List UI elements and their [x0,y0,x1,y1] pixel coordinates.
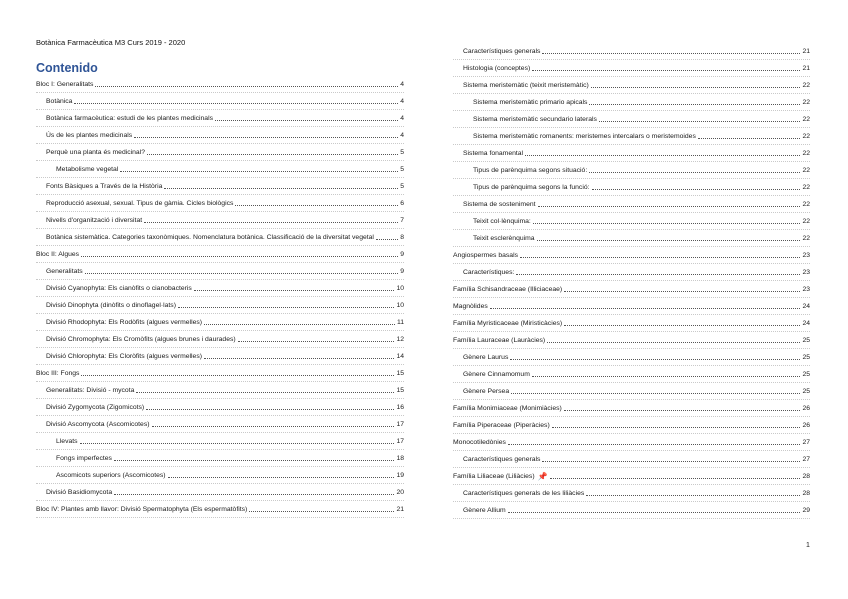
toc-entry-title: Gènere Allium [463,507,506,514]
toc-entry[interactable] [36,421,404,433]
toc-entry-page: 9 [400,268,404,275]
toc-entry-page: 23 [802,286,810,293]
toc-entry-page: 17 [396,421,404,428]
toc-entry-title: Magnòlides [453,303,488,310]
toc-entry[interactable] [453,235,810,247]
dot-leader [74,103,398,104]
toc-entry-title: Metabolisme vegetal [56,166,119,173]
toc-entry-title: Ús de les plantes medicinals [46,132,133,139]
dot-leader [204,324,395,325]
toc-entry-page: 18 [396,455,404,462]
toc-entry[interactable] [36,200,404,212]
dot-leader [592,189,801,190]
toc-entry-title: Família Schisandraceae (Illiciaceae) [453,286,563,293]
dot-leader [81,375,394,376]
toc-entry-title: Bloc II: Algues [36,251,80,258]
dot-leader [538,206,801,207]
dot-leader [215,120,398,121]
toc-entry-title: Família Lauraceae (Lauràcies) [453,337,546,344]
toc-entry[interactable] [36,506,404,518]
toc-entry-title: Divisió Zygomycota (Zigomicots) [46,404,145,411]
toc-entry[interactable] [453,252,810,264]
toc-entry-page: 22 [802,201,810,208]
toc-entry-page: 6 [400,200,404,207]
toc-entry-page: 4 [400,115,404,122]
toc-entry-page: 4 [400,81,404,88]
toc-entry-page: 25 [802,371,810,378]
toc-entry[interactable] [453,303,810,315]
toc-entry[interactable] [36,149,404,161]
toc-entry[interactable] [453,405,810,417]
dot-leader [564,325,800,326]
toc-entry-page: 7 [400,217,404,224]
toc-entry-title: Sistema meristemàtic secundario laterals [473,116,597,123]
toc-entry-title: Tipus de parènquima segons situació: [473,167,588,174]
toc-entry[interactable] [36,455,404,467]
toc-entry-page: 23 [802,252,810,259]
dot-leader [81,256,398,257]
toc-entry-page: 22 [802,184,810,191]
toc-entry-title: Fonts Bàsiques a Través de la Història [46,183,163,190]
toc-entry-title: Gènere Cinnamomum [463,371,530,378]
toc-entry-page: 11 [396,319,404,326]
dot-leader [542,53,800,54]
dot-leader [235,205,398,206]
toc-entry[interactable] [453,490,810,502]
dot-leader [114,494,394,495]
toc-entry-page: 10 [396,285,404,292]
toc-entry[interactable] [36,404,404,416]
toc-entry[interactable] [36,353,404,365]
toc-entry-page: 5 [400,166,404,173]
dot-leader [376,239,398,240]
dot-leader [146,409,394,410]
toc-entry-page: 29 [802,507,810,514]
dot-leader [144,222,398,223]
toc-entry-page: 28 [802,490,810,497]
dot-leader [698,138,801,139]
toc-entry-page: 22 [802,235,810,242]
toc-entry-page: 4 [400,132,404,139]
toc-entry-page: 21 [396,506,404,513]
dot-leader [589,104,800,105]
toc-entry[interactable] [453,337,810,349]
dot-leader [238,341,395,342]
toc-entry-page: 22 [802,167,810,174]
page-number: 1 [806,542,810,549]
toc-entry-page: 26 [802,405,810,412]
toc-entry[interactable] [36,472,404,484]
dot-leader [114,460,395,461]
toc-entry[interactable] [36,489,404,501]
toc-entry-title: Característiques: [463,269,515,276]
dot-leader [194,290,395,291]
toc-entry-page: 22 [802,116,810,123]
toc-entry-page: 22 [802,150,810,157]
dot-leader [249,511,394,512]
dot-leader [525,155,800,156]
dot-leader [95,86,398,87]
pin-icon: 📌 [537,472,548,481]
dot-leader [516,274,800,275]
toc-entry-title: Sistema meristemàtic (teixit meristemàtic) [463,82,589,89]
toc-entry-title: Divisió Cyanophyta: Els cianòfits o cianobacteris [46,285,192,292]
dot-leader [599,121,801,122]
toc-entry-title: Divisió Dinophyta (dinòfits o dinoflagel·lats) [46,302,176,309]
toc-entry-title: Sistema de sosteniment [463,201,536,208]
toc-entry[interactable] [453,473,810,485]
toc-entry-page: 22 [802,133,810,140]
toc-entry[interactable] [453,286,810,298]
toc-entry-page: 25 [802,337,810,344]
toc-entry[interactable] [453,167,810,179]
dot-leader [591,87,801,88]
toc-entry[interactable] [453,507,810,519]
toc-entry-title: Família Monimiaceae (Monimiàcies) [453,405,562,412]
toc-entry-page: 28 [802,473,810,480]
toc-entry-title: Angiospermes basals [453,252,518,259]
toc-entry[interactable] [36,387,404,399]
dot-leader [589,172,800,173]
toc-entry[interactable] [453,218,810,230]
toc-entry-page: 20 [396,489,404,496]
toc-entry[interactable] [36,285,404,297]
toc-entry-page: 16 [396,404,404,411]
dot-leader [511,393,800,394]
toc-entry[interactable] [453,320,810,332]
toc-entry[interactable] [453,388,810,400]
dot-leader [542,461,800,462]
dot-leader [85,273,399,274]
toc-entry-title: Divisió Basidiomycota [46,489,113,496]
toc-entry-title: Fongs imperfectes [56,455,112,462]
toc-entry-title: Ascomicots superiors (Ascomicotes) [56,472,166,479]
toc-entry-title: Família Myristicaceae (Miristicàcies) [453,320,563,327]
toc-entry[interactable] [453,48,810,60]
toc-entry[interactable] [36,302,404,314]
toc-entry[interactable] [453,65,810,77]
dot-leader [164,188,398,189]
toc-entry[interactable] [453,354,810,366]
toc-entry-title: Sistema meristemàtic romanents: meristemes intercalars o meristemoides [473,133,696,140]
toc-entry[interactable] [36,438,404,450]
dot-leader [168,477,395,478]
toc-entry-title: Bloc III: Fongs [36,370,80,377]
dot-leader [532,70,800,71]
dot-leader [564,291,800,292]
toc-entry-page: 15 [396,387,404,394]
dot-leader [547,342,800,343]
toc-entry[interactable] [36,115,404,127]
toc-entry[interactable] [453,456,810,468]
toc-entry-title: Família Liliaceae (Liliàcies) [453,473,535,480]
toc-entry[interactable] [36,132,404,144]
dot-leader [533,223,801,224]
toc-entry-page: 21 [802,65,810,72]
toc-entry-title: Característiques generals [463,48,541,55]
toc-entry-title: Nivells d'organització i diversitat [46,217,143,224]
toc-entry[interactable] [36,319,404,331]
toc-entry[interactable] [453,133,810,145]
toc-entry[interactable] [453,150,810,162]
toc-entry[interactable] [36,268,404,280]
toc-entry-title: Botànica sistemàtica. Categories taxonòmiques. Nomenclatura botànica. Classificació de la diversitat vegetal [46,234,374,241]
document-header: Botànica Farmacèutica M3 Curs 2019 - 2020 [36,38,186,47]
toc-entry-page: 26 [802,422,810,429]
toc-entry[interactable] [36,81,404,93]
dot-leader [520,257,800,258]
toc-entry-page: 23 [802,269,810,276]
toc-entry[interactable] [36,370,404,382]
toc-entry-title: Histologia (conceptes) [463,65,531,72]
toc-entry-page: 25 [802,354,810,361]
toc-entry-title: Sistema meristemàtic primario apicals [473,99,588,106]
dot-leader [532,376,801,377]
toc-entry[interactable] [453,269,810,281]
toc-entry-page: 19 [396,472,404,479]
toc-entry[interactable] [453,201,810,213]
toc-right-column [453,48,810,524]
toc-entry-title: Perquè una planta és medicinal? [46,149,145,156]
toc-entry-title: Generalitats: Divisió - mycota [46,387,135,394]
toc-entry-page: 5 [400,183,404,190]
toc-entry[interactable] [453,99,810,111]
toc-entry[interactable] [453,82,810,94]
toc-entry-title: Botànica farmacèutica: estudi de les plantes medicinals [46,115,213,122]
toc-left-column [36,81,404,523]
toc-entry-page: 5 [400,149,404,156]
dot-leader [510,359,800,360]
toc-entry-title: Llevats [56,438,78,445]
toc-entry[interactable] [36,234,404,246]
toc-entry-title: Divisió Chromophyta: Els Cromòfits (algues brunes i daurades) [46,336,236,343]
toc-entry-title: Divisió Ascomycota (Ascomicotes) [46,421,150,428]
dot-leader [136,392,394,393]
toc-entry-title: Característiques generals [463,456,541,463]
toc-entry-page: 24 [802,303,810,310]
toc-entry[interactable] [36,183,404,195]
toc-entry-title: Botànica [46,98,73,105]
toc-entry-title: Família Piperaceae (Piperàcies) [453,422,550,429]
toc-entry-page: 17 [396,438,404,445]
toc-entry-title: Bloc IV: Plantes amb llavor: Divisió Spermatophyta (Els espermatòfits) [36,506,248,513]
toc-entry-title: Tipus de parènquima segons la funció: [473,184,590,191]
dot-leader [204,358,394,359]
toc-entry-title: Sistema fonamental [463,150,524,157]
toc-entry-title: Característiques generals de les liliàcies [463,490,585,497]
dot-leader [178,307,394,308]
toc-entry-title: Monocotiledònies [453,439,506,446]
toc-entry-page: 22 [802,99,810,106]
dot-leader [490,308,801,309]
dot-leader [508,512,801,513]
toc-entry[interactable] [453,422,810,434]
dot-leader [147,154,398,155]
toc-entry-page: 10 [396,302,404,309]
dot-leader [586,495,800,496]
toc-entry[interactable] [36,251,404,263]
toc-entry-title: Gènere Persea [463,388,510,395]
toc-entry-title: Teixit esclerènquima [473,235,535,242]
toc-entry-page: 27 [802,439,810,446]
toc-entry-page: 14 [396,353,404,360]
toc-entry-page: 24 [802,320,810,327]
toc-entry-page: 4 [400,98,404,105]
toc-entry-title: Divisió Rhodophyta: Els Rodòfits (algues vermelles) [46,319,203,326]
toc-entry-title: Gènere Laurus [463,354,509,361]
dot-leader [508,444,801,445]
toc-entry[interactable] [453,439,810,451]
dot-leader [552,427,801,428]
toc-entry-page: 25 [802,388,810,395]
toc-entry[interactable] [36,217,404,229]
toc-entry-page: 21 [802,48,810,55]
toc-entry-title: Generalitats [46,268,83,275]
toc-entry-title: Teixit col·lènquima: [473,218,531,225]
dot-leader [564,410,801,411]
toc-entry[interactable] [36,336,404,348]
dot-leader [80,443,395,444]
toc-entry[interactable] [36,98,404,110]
toc-entry-page: 15 [396,370,404,377]
dot-leader [537,240,801,241]
toc-entry-title: Bloc I: Generalitats [36,81,94,88]
toc-entry[interactable] [453,184,810,196]
toc-entry-page: 12 [396,336,404,343]
toc-entry-page: 9 [400,251,404,258]
dot-leader [550,478,801,479]
toc-entry-title: Divisió Chlorophyta: Els Cloròfits (algues vermelles) [46,353,203,360]
toc-entry[interactable] [453,116,810,128]
toc-entry-page: 22 [802,82,810,89]
toc-entry-page: 22 [802,218,810,225]
dot-leader [134,137,398,138]
dot-leader [152,426,395,427]
dot-leader [120,171,398,172]
toc-title: Contenido [36,61,98,75]
toc-entry[interactable] [453,371,810,383]
toc-entry-title: Reproducció asexual, sexual. Tipus de gàmia. Cicles biològics [46,200,234,207]
toc-entry[interactable] [36,166,404,178]
toc-entry-page: 8 [400,234,404,241]
toc-entry-page: 27 [802,456,810,463]
